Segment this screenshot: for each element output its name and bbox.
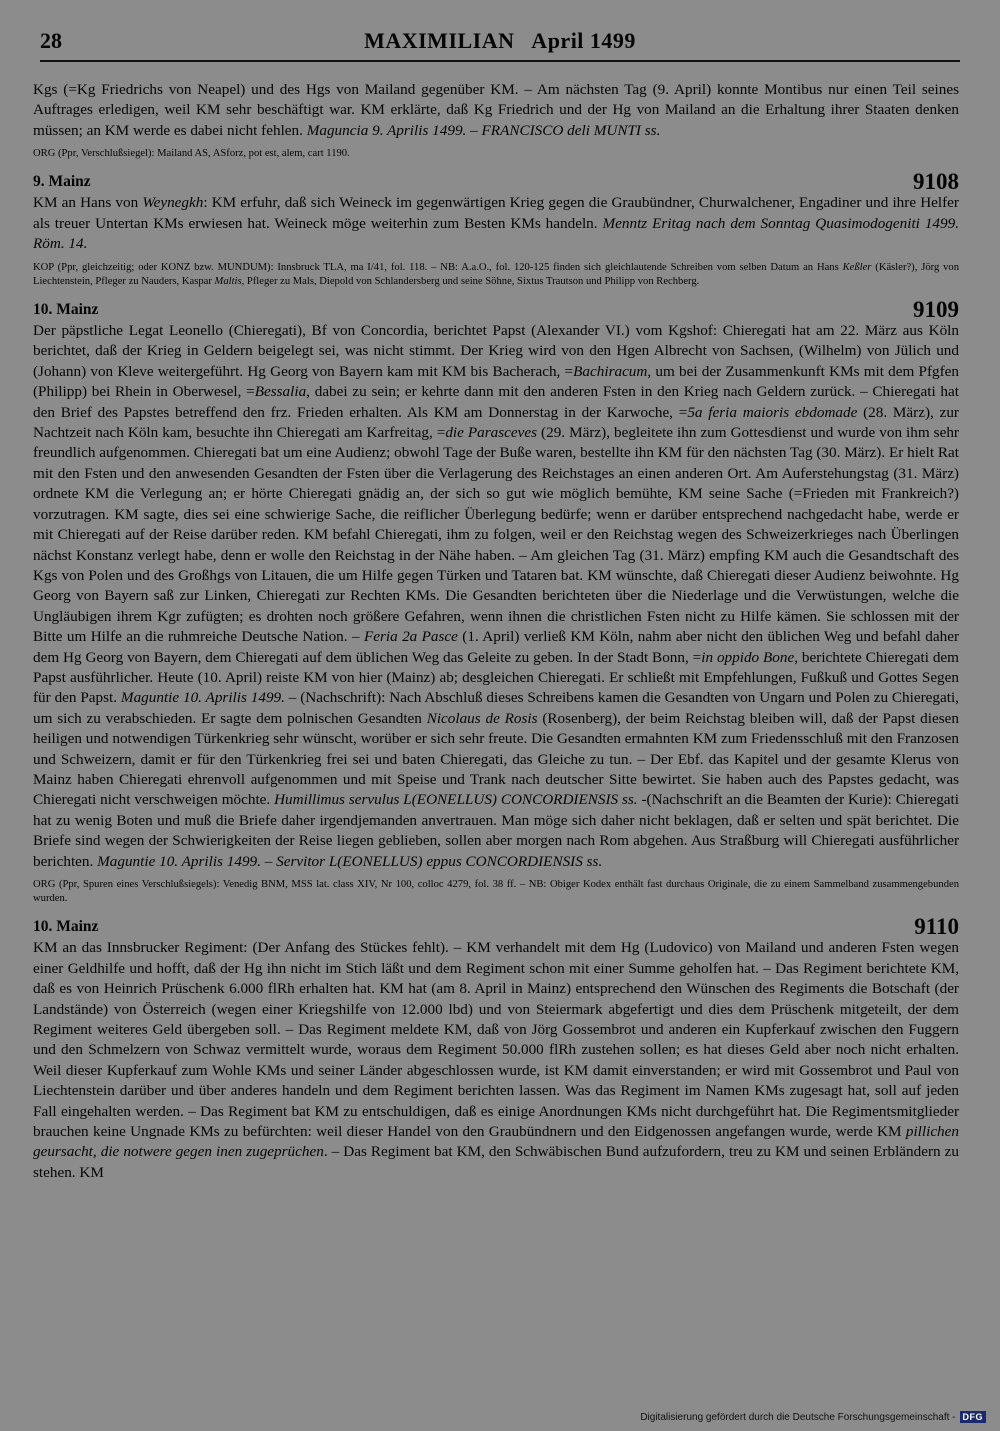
footer-text: Digitalisierung gefördert durch die Deutsche Forschungsgemeinschaft - (640, 1411, 956, 1423)
entry-text: KM an das Innsbrucker Regiment: (Der Anfang des Stückes fehlt). – KM verhandelt mit dem Hg (Ludovico) von Mailand und anderen Fsten wegen einer Geldhilfe und hofft, daß der Hg ihn nicht im Stich läßt und dem Regiment schon mit einer Summe geholfen hat. – Das Regiment berichtete KM, daß es von Heinrich Prüschenk 6.000 flRh erhalten hat. KM hat (am 8. April in Mainz) entsprechend den Wünschen des Regiments die Botschaft (der Landstände) von Österreich (wegen einer Kriegshilfe von 12.000 lbd) und von Steiermark abgefertigt und dies dem Prüschenk mitgeteilt, der dem Regiment weiteres Geld übergeben soll. – Das Regiment meldete KM, daß von Jörg Gossembrot und anderen ein Kupferkauf zwischen den Fuggern und den Schmelzern von Schwaz vermittelt wurde, woraus dem Regiment 50.000 flRh zustehen sollen; es hat dieses Geld aber noch nicht erhalten. Weil dieser Kupferkauf zum Wohle KMs und seiner Länder abgeschlossen wurde, ist KM damit einverstanden; er wird mit Gossembrot und Paul von Liechtenstein darüber und über anderes handeln und dem Regiment berichten lassen. Was das Regiment im Namen KMs zugesagt hat, soll auf jeden Fall eingehalten werden. – Das Regiment bat KM zu entschuldigen, daß es einige Anordnungen KMs nicht durchgeführt hat. Die Regimentsmitglieder brauchen keine Ungnade KMs zu befürchten: weil dieser Handel von den Graubündnern und den Eidgenossen angefangen wurde, werde KM pillichen geursacht, die notwere gegen inen zugeprüchen. – Das Regiment bat KM, den Schwäbischen Bund aufzufordern, treu zu KM und seinen Erbländern zu stehen. KM (33, 939, 959, 1181)
intro-note: ORG (Ppr, Verschlußsiegel): Mailand AS, ASforz, pot est, alem, cart 1190. (33, 148, 350, 160)
entry-number: 9108 (913, 169, 959, 195)
running-title: MAXIMILIAN April 1499 (364, 28, 636, 53)
page-header (40, 22, 960, 62)
entry-number: 9110 (914, 914, 959, 940)
entry-text: Der päpstliche Legat Leonello (Chieregati), Bf von Concordia, berichtet Papst (Alexander VI.) vom Kgshof: Chieregati hat am 22. März aus Köln berichtet, daß der Krieg in Geldern beigelegt sei, was nicht stimmt. Der Krieg wird von den Hgen Albrecht von Sachsen, (Wilhelm) von Jülich und (Johann) von Kleve weitergeführt. Hg Georg von Bayern kam mit KM bis Bacherach, =Bachiracum, um bei der Zusammenkunft KMs mit dem Pfgfen (Philipp) bei Rhein in Oberwesel, =Bessalia, dabei zu sein; er kehrte dann mit den anderen Fsten in den Krieg nach Geldern zurück. – Chieregati hat den Brief des Papstes betreffend den frz. Frieden erhalten. Als KM am Donnerstag in der Karwoche, =5a feria maioris ebdomade (28. März), zur Nachtzeit nach Köln kam, besuchte ihn Chieregati am Karfreitag, =die Parasceves (29. März), begleitete ihn zum Gottesdienst und wurde von ihm sehr freundlich aufgenommen. Chieregati bat um eine Audienz; obwohl Tage der Buße waren, bestellte ihn KM für den nächsten Tag (30. März). Er hielt Rat mit den Fsten und den anwesenden Gesandten der Fsten über die Verlagerung des Reichstages an einen anderen Ort. Am Auferstehungstag (31. März) ordnete KM die Verlegung an; er hörte Chieregati gnädig an, der sich so gut wie möglich bemühte, KM seine Sache (=Frieden mit Frankreich?) vorzutragen. KM sagte, dies sei eine schwierige Sache, die reiflicher Überlegung bedürfe; wenn er darüber entsprechend nachgedacht habe, werde er mit Chieregati auf der Reise darüber reden. KM befahl Chieregati, ihm zu folgen, weil er den Reichstag wegen des Schweizerkrieges nach Überlingen nächst Konstanz verlegt habe, denn er wolle den Reichstag in der Nähe haben. – Am gleichen Tag (31. März) empfing KM auch die Gesandtschaft des Kgs von Polen und des Großhgs von Litauen, die um Hilfe gegen Türken und Tataren bat. KM wünschte, daß Chieregati dieser Audienz beiwohnte. Hg Georg von Bayern saß zur Linken, Chieregati zur Rechten KMs. Die Gesandten berichteten über die Niederlage und die Verwüstungen, welche die Ungläubigen ihrem Kgr zufügten; es drohten noch größere Gefahren, wenn ihnen die christlichen Fsten nicht zu Hilfe kämen. Sie schlossen mit der Bitte um Hilfe an die ruhmreiche Deutsche Nation. – Feria 2a Pasce (1. April) verließ KM Köln, nahm aber nicht den üblichen Weg und befahl daher dem Hg Georg von Bayern, dem Chieregati auf dem üblichen Weg das Geleite zu geben. In der Stadt Bonn, =in oppido Bone, berichtete Chieregati dem Papst ausführlicher. Heute (10. April) reiste KM von hier (Mainz) ab; desgleichen Chieregati. Er schließt mit Empfehlungen, Fußkuß und Gottes Segen für den Papst. Maguntie 10. Aprilis 1499. – (Nachschrift): Nach Abschluß dieses Schreibens kamen die Gesandten von Ungarn und Polen zu Chieregati, um sich zu verabschieden. Er sagte dem polnischen Gesandten Nicolaus de Rosis (Rosenberg), der beim Reichstag bleiben will, daß der Papst diesen heiligen und notwendigen Türkenkrieg sehr wünscht, worüber er sich sehr freute. Die Gesandten ermahnten KM zum Friedensschluß mit den Franzosen und Schweizern, damit er für den Türkenkrieg frei sei und baten Chieregati, das Gleiche zu tun. – Der Ebf. das Kapitel und der gesamte Klerus von Mainz haben Chieregati ehrenvoll aufgenommen und mit Speise und Trank nach deutscher Sitte bewirtet. Sie haben auch des Papstes gedacht, was Chieregati nicht verschweigen möchte. Humillimus servulus L(EONELLUS) CONCORDIENSIS ss. -(Nachschrift an die Beamten der Kurie): Chieregati hat zu wenig Boten und muß die Briefe daher irgendjemanden anvertrauen. Man möge sich daher nicht beklagen, daß er selten und spät berichtet. Die Briefe sind wegen der Schwierigkeiten der Reise liegen geblieben, sollen aber morgen nach Rom abgehen. Aus Straßburg will Chieregati ausführlicher berichten. Maguntie 10. Aprilis 1499. – Servitor L(EONELLUS) eppus CONCORDIENSIS ss. (33, 322, 960, 870)
entry-text: KM an Hans von Weynegkh: KM erfuhr, daß sich Weineck im gegenwärtigen Krieg gegen die Graubündner, Churwalchener, Engadiner und ihre Helfer als treuer Untertan KMs erwiesen hat. Weineck möge weiterhin zum Besten KMs handeln. Menntz Eritag nach dem Sonntag Quasimodogeniti 1499. Röm. 14. (33, 194, 959, 253)
entry-date: 10. Mainz (33, 918, 99, 936)
entry-9110 (33, 916, 959, 1183)
entry-9108 (33, 171, 959, 289)
intro-paragraph: Kgs (=Kg Friedrichs von Neapel) und des Hgs von Mailand gegenüber KM. – Am nächsten Tag (9. April) konnte Montibus nur einen Teil seines Auftrages erledigen, weil KM sehr beschäftigt war. KM erklärte, daß Kg Friedrich und der Hg von Mailand an die Erhaltung ihrer Staaten denken müssen; an KM werde es dabei nicht fehlen. Maguncia 9. Aprilis 1499. – FRANCISCO deli MUNTI ss. (33, 81, 959, 139)
entry-note: KOP (Ppr, gleichzeitig; oder KONZ bzw. MUNDUM): Innsbruck TLA, ma I/41, fol. 118. – NB: A.a.O., fol. 120-125 finden sich gleichlautende Schreiben vom selben Datum an Hans Keßler (Käsler?), Jörg von Liechtenstein, Pfleger zu Nauders, Kaspar Maltis, Pfleger zu Mals, Diepold von Schlandersberg und seine Söhne, Sixtus Trautson und Philipp von Rechberg. (33, 261, 960, 287)
page-number: 28 (40, 28, 62, 53)
dfg-logo: DFG (960, 1411, 987, 1423)
entry-number: 9109 (913, 297, 959, 323)
entry-date: 10. Mainz (33, 301, 99, 319)
entry-date: 9. Mainz (33, 173, 91, 191)
entry-note: ORG (Ppr, Spuren eines Verschlußsiegels): Venedig BNM, MSS lat. class XIV, Nr 100, colloc 4279, fol. 38 ff. – NB: Obiger Kodex enthält fast durchaus Originale, die zu einem Sammelband zusammengebunden wurden. (33, 879, 959, 905)
entry-9109 (33, 299, 959, 906)
page-content (33, 80, 959, 1183)
page-footer (640, 1411, 986, 1423)
